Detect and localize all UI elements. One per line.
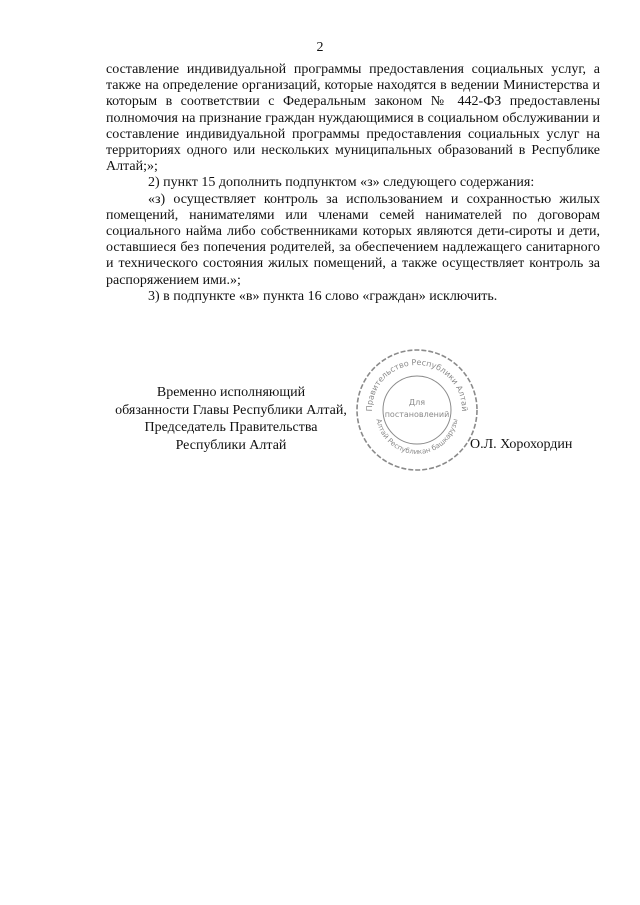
paragraph-2: 2) пункт 15 дополнить подпунктом «з» следующего содержания: [148, 175, 535, 191]
signature-title-line: Временно исполняющий [156, 385, 306, 400]
official-seal-stamp [352, 345, 482, 475]
svg-text:Алтай Республикан башкарузы [374, 418, 459, 456]
page-number: 2 [316, 40, 324, 55]
signature-title-line: обязанности Главы Республики Алтай, [115, 402, 347, 418]
paragraph-4: 3) в подпункте «в» пункта 16 слово «граждан» исключить. [148, 288, 498, 304]
signature-title-line: Республики Алтай [175, 437, 287, 453]
document-body [106, 62, 600, 305]
signature-title-block [96, 384, 366, 454]
signer-name: О.Л. Хорохордин [470, 437, 573, 452]
seal-lower-text: Алтай Республикан башкарузы [374, 418, 460, 457]
paragraph-3: «з) осуществляет контроль за использованием и сохранностью жилых помещений, нанимателями или членами семей нанимателей по договорам социального найма либо собственниками которых являются дети-сироты и дети, оставшиеся без попечения родителей, за обеспечением надлежащего санитарного и технического состояния жилых помещений, а также осуществляет контроль за распоряжением ими.»; [106, 191, 600, 288]
signature-title-line: Председатель Правительства [144, 420, 318, 435]
seal-outer-text: Правительство Республики Алтай [364, 357, 470, 412]
paragraph-1: составление индивидуальной программы предоставления социальных услуг, а также на определение организаций, которые находятся в ведении Министерства и которым в соответствии с Федеральным законом № 442-ФЗ предоставлены полномочия на признание граждан нуждающимися в социальном обслуживании и составление индивидуальной программы предоставления социальных услуг на территориях одного или нескольких муниципальных образований в Республике Алтай;»; [106, 62, 600, 175]
seal-center-text-2: постановлений [384, 410, 450, 419]
seal-center-text-1: Для [408, 398, 426, 407]
